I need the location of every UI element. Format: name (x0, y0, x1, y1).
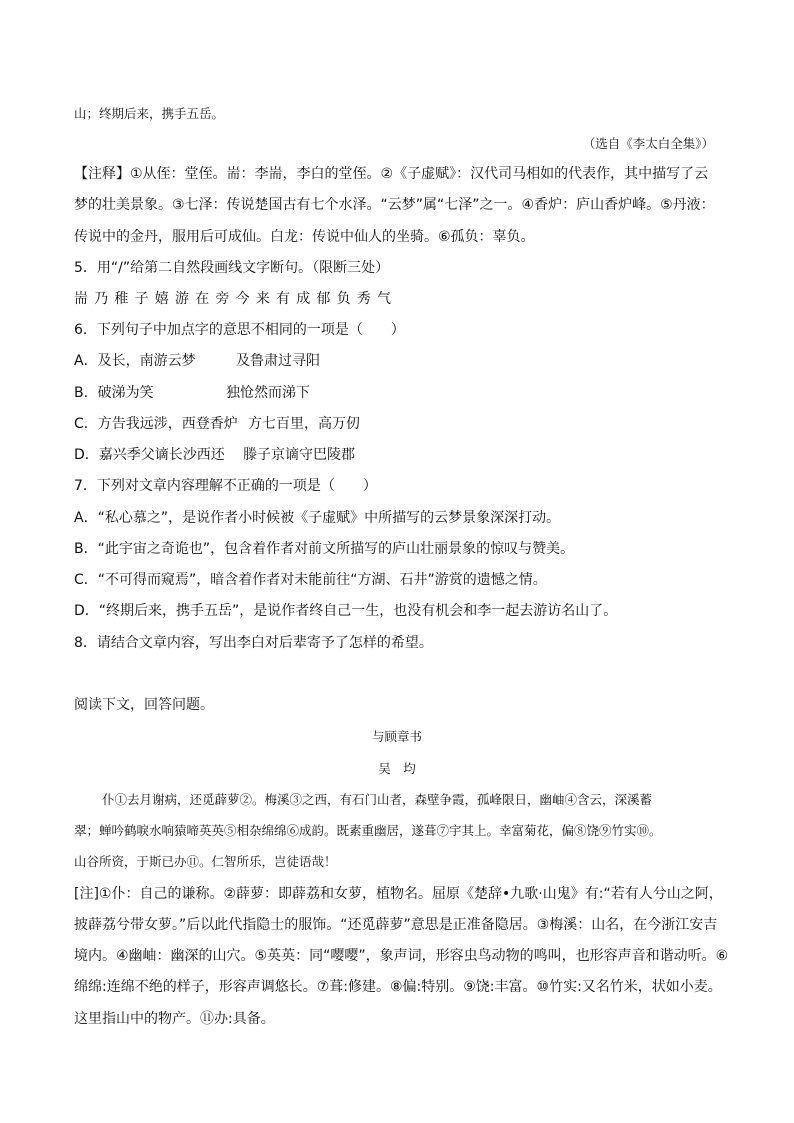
question-6-option-c-compare: 方七百里，高万仞 (248, 416, 360, 432)
question-5-stem: 5．用“/”给第二自然段画线文字断句。（限断三处） (74, 260, 390, 276)
question-6-option-d: D．嘉兴季父谪长沙西还 (74, 447, 225, 463)
essay-body-line: 翠；蝉吟鹤唳水响猿啼英英⑤相杂绵绵⑥成韵。既素重幽居，遂葺⑦宇其上。幸富菊花，偏⑧饶⑨竹实⑩。 (74, 823, 662, 838)
notes-line: 梦的壮美景象。③七泽：传说楚国古有七个水泽。“云梦”属“七泽”之一。④香炉：庐山香炉峰。⑤丹液： (74, 197, 715, 213)
question-7-option-b: B．“此宇宙之奇诡也”，包含着作者对前文所描写的庐山壮丽景象的惊叹与赞美。 (74, 541, 575, 557)
question-7-option-d: D．“终期后来，携手五岳”，是说作者终自己一生，也没有机会和李一起去游访名山了。 (74, 603, 618, 619)
essay-notes-line: 境内。④幽岫：幽深的山穴。⑤英英：同“嘤嘤”，象声词，形容虫鸟动物的鸣叫，也形容声音和谐动听。⑥ (74, 948, 729, 964)
question-6-option-b: B．破涕为笑 (74, 385, 154, 401)
question-6-stem: 6．下列句子中加点字的意思不相同的一项是（ ） (74, 322, 405, 338)
notes-line: 传说中的金丹，服用后可成仙。白龙：传说中仙人的坐骑。⑥孤负：辜负。 (74, 229, 535, 245)
question-7-option-c: C．“不可得而窥焉”，暗含着作者对未能前往“方湖、石井”游赏的遗憾之情。 (74, 572, 547, 588)
essay-notes-line: 披薜荔兮带女萝。”后以此代指隐士的服饰。“还觅薜萝”意思是正准备隐居。③梅溪：山名，在今浙江安吉 (74, 917, 718, 933)
essay-title: 与顾章书 (371, 729, 422, 744)
question-7-stem: 7．下列对文章内容理解不正确的一项是（ ） (74, 478, 377, 494)
passage-source: （选自《李太白全集》） (582, 136, 714, 151)
question-6-option-b-compare: 独怆然而涕下 (226, 385, 310, 401)
essay-notes-line: 绵绵:连绵不绝的样子，形容声调悠长。⑦葺:修建。⑧偏:特别。⑨饶:丰富。⑩竹实:又名竹米，状如小麦。 (74, 979, 722, 995)
question-6-option-a-compare: 及鲁肃过寻阳 (236, 353, 320, 369)
passage-final-line: 山；终期后来，携手五岳。 (74, 106, 225, 121)
essay-author: 吴 均 (378, 761, 416, 776)
question-6-option-d-compare: 滕子京谪守巴陵郡 (243, 447, 355, 463)
question-7-option-a: A．“私心慕之”，是说作者小时候被《子虚赋》中所描写的云梦景象深深打动。 (74, 510, 561, 526)
question-6-option-a: A．及长，南游云梦 (74, 353, 196, 369)
notes-line: 【注释】①从侄：堂侄。耑：李耑，李白的堂侄。②《子虚赋》：汉代司马相如的代表作，其中描写了云 (74, 166, 709, 182)
essay-notes-line: [注]①仆：自己的谦称。②薜萝：即薜荔和女萝，植物名。屈原《楚辞•九歌·山鬼》有:“若有人兮山之阿， (74, 886, 723, 902)
question-6-option-c: C．方告我远涉，西登香炉 (74, 416, 238, 432)
question-5-text: 耑乃稚子嬉游在旁今来有成郁负秀气 (74, 291, 398, 307)
essay-notes-line: 这里指山中的物产。⑪办:具备。 (74, 1011, 275, 1027)
essay-body-line: 山谷所资，于斯已办⑪。仁智所乐，岂徒语哉！ (74, 854, 337, 869)
essay-body-line: 仆①去月谢病，还觅薜萝②。梅溪③之西，有石门山者，森壁争霞，孤峰限日，幽岫④含云，深溪蓄 (102, 792, 653, 807)
question-8-stem: 8．请结合文章内容，写出李白对后辈寄予了怎样的希望。 (74, 635, 433, 651)
section-intro: 阅读下文，回答问题。 (74, 697, 214, 713)
